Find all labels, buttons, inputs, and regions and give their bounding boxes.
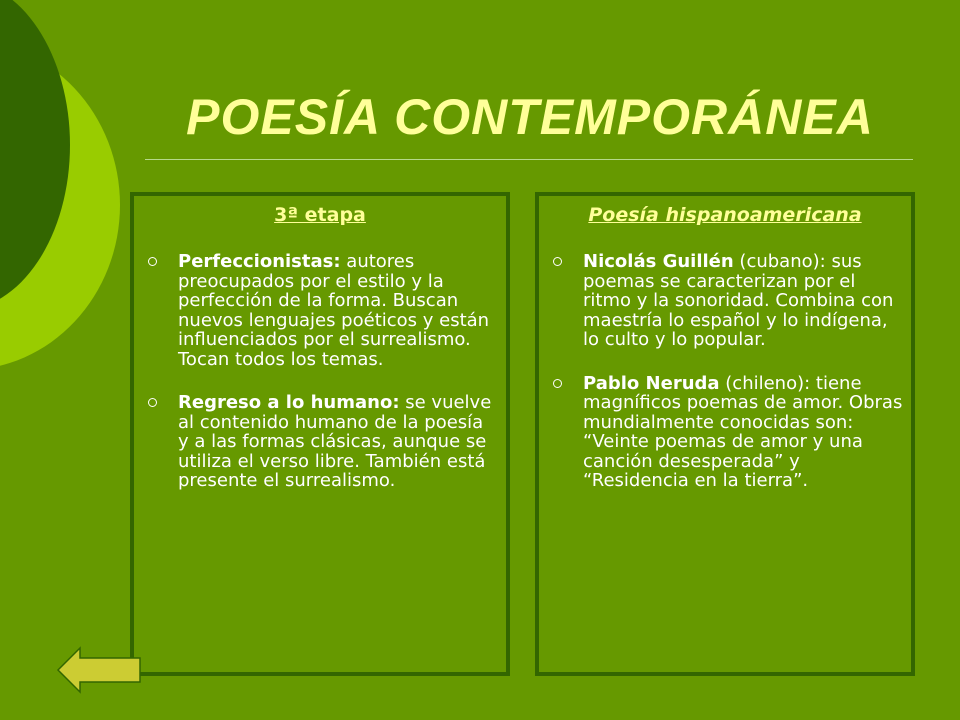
item-term: Regreso a lo humano: xyxy=(178,392,400,413)
item-text: (cubano): sus poemas se caracterizan por el ritmo y la sonoridad. Combina con maestría lo español y lo indígena, lo culto y lo popular. xyxy=(583,251,894,350)
item-text: se vuelve al contenido humano de la poesía y a las formas clásicas, aunque se utiliza el verso libre. También está presente el surrealismo. xyxy=(178,392,492,491)
list-item xyxy=(547,374,903,491)
item-term: Pablo Neruda xyxy=(583,372,720,394)
item-term: Nicolás Guillén xyxy=(583,251,734,272)
left-panel-heading: 3ª etapa xyxy=(274,204,366,226)
hollow-circle-bullet-icon xyxy=(553,257,562,266)
right-panel xyxy=(535,192,915,676)
slide-title: POESÍA CONTEMPORÁNEA xyxy=(186,89,874,145)
back-arrow-shape[interactable] xyxy=(58,648,140,692)
list-item xyxy=(142,252,498,369)
hollow-circle-bullet-icon xyxy=(148,398,157,407)
title-divider xyxy=(145,159,913,160)
item-term: Perfeccionistas: xyxy=(178,251,341,272)
item-text: autores preocupados por el estilo y la perfección de la forma. Buscan nuevos lenguajes poéticos y están influenciados por el surrealismo. Tocan todos los temas. xyxy=(178,251,490,370)
hollow-circle-bullet-icon xyxy=(553,379,562,388)
back-arrow-icon[interactable] xyxy=(56,646,142,694)
right-panel-heading: Poesía hispanoamericana xyxy=(588,204,862,226)
item-text: (chileno): tiene magníficos poemas de amor. Obras mundialmente conocidas son: “Veinte poemas de amor y una canción desesperada” y “Residencia en la tierra”. xyxy=(583,372,903,491)
left-panel xyxy=(130,192,510,676)
list-item xyxy=(547,252,903,350)
hollow-circle-bullet-icon xyxy=(148,257,157,266)
right-panel-list xyxy=(547,252,903,491)
left-panel-list xyxy=(142,252,498,491)
list-item xyxy=(142,393,498,491)
